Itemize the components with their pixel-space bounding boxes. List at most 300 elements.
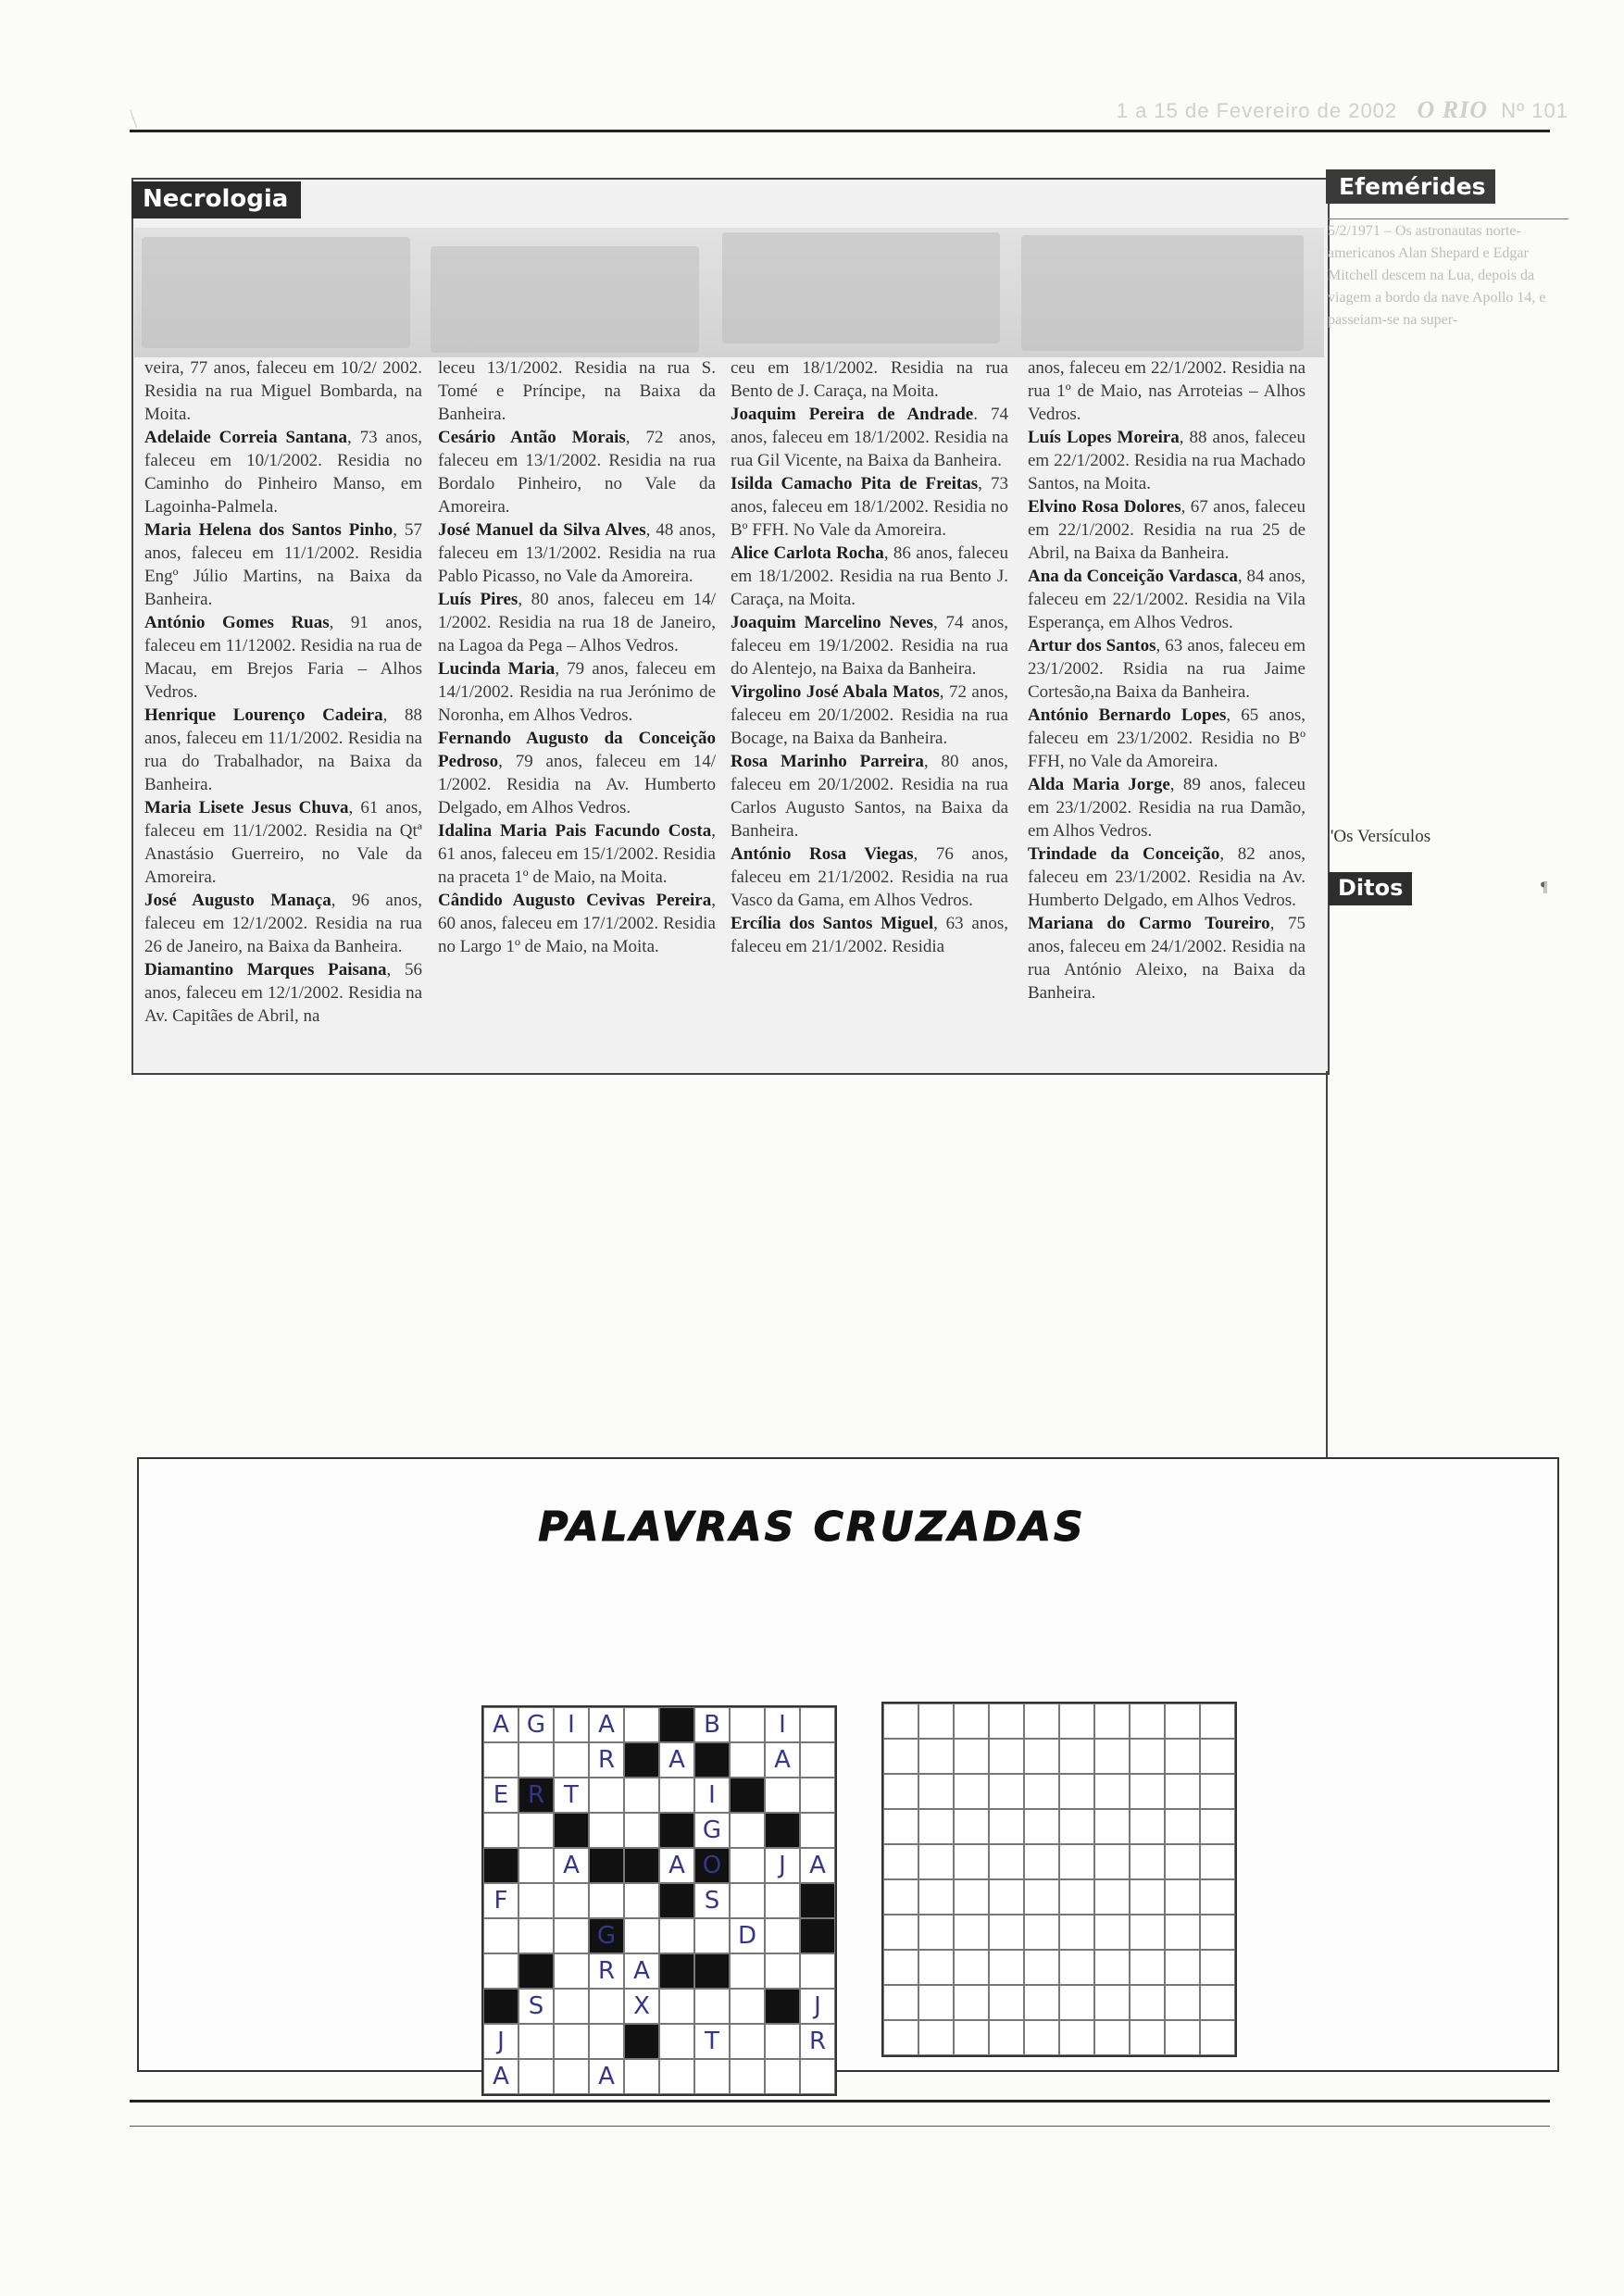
- crossword-cell: [954, 1950, 989, 1985]
- crossword-cell: [624, 1989, 659, 2024]
- right-column-border: [1326, 1071, 1328, 1460]
- obituary-text: , 82 anos, faleceu em 23/1/2002. Residia na Av. Humberto Delgado, em Alhos Vedros.: [1028, 844, 1305, 910]
- crossword-cell: [589, 2059, 624, 2094]
- crossword-cell: [694, 2059, 730, 2094]
- crossword-cell: [1059, 1703, 1094, 1739]
- handwritten-letter: A: [563, 1852, 580, 1879]
- obituary-entry: [144, 889, 422, 958]
- obituary-name: António Rosa Viegas: [731, 844, 914, 864]
- crossword-cell: [518, 1742, 554, 1778]
- crossword-cell: [1130, 1844, 1165, 1879]
- crossword-cell: [1094, 1985, 1130, 2020]
- obituary-name: Ercília dos Santos Miguel: [731, 914, 934, 933]
- necrologia-faded-top: [134, 228, 1324, 357]
- obituary-entry: [731, 912, 1008, 958]
- crossword-cell: [989, 1950, 1024, 1985]
- crossword-cell: [800, 2024, 835, 2059]
- obituary-entry: [144, 796, 422, 889]
- crossword-cell: [1165, 1809, 1200, 1844]
- crossword-cell: [765, 1918, 800, 1953]
- crossword-cell: [1200, 1774, 1235, 1809]
- handwritten-letter: A: [493, 1711, 509, 1739]
- crossword-cell: [1200, 1739, 1235, 1774]
- obituary-text: , 72 anos, faleceu em 20/1/2002. Residia na rua Bocage, na Baixa da Banheira.: [731, 682, 1009, 748]
- crossword-black-cell: [589, 1848, 624, 1883]
- crossword-black-cell: [624, 1848, 659, 1883]
- crossword-black-cell: [589, 1918, 624, 1953]
- crossword-cell: [1200, 1950, 1235, 1985]
- obituary-entry: [1028, 773, 1305, 842]
- crossword-cell: [483, 1778, 518, 1813]
- obituary-entry: [438, 727, 716, 819]
- crossword-cell: [989, 1703, 1024, 1739]
- crossword-cell: [730, 1953, 765, 1989]
- crossword-cell: [918, 2020, 954, 2055]
- crossword-cell: [918, 1985, 954, 2020]
- crossword-cell: [1130, 1739, 1165, 1774]
- obituary-entry: [731, 356, 1008, 403]
- crossword-cell: [589, 1707, 624, 1742]
- crossword-cell: [1200, 1915, 1235, 1950]
- crossword-cell: [694, 1707, 730, 1742]
- crossword-cell: [589, 1953, 624, 1989]
- crossword-black-cell: [694, 1953, 730, 1989]
- obituary-text: , 72 anos, faleceu em 13/1/2002. Residia na rua Bordalo Pinheiro, no Vale da Amoreira.: [438, 428, 716, 517]
- crossword-black-cell: [554, 1813, 589, 1848]
- crossword-cell: [518, 1883, 554, 1918]
- crossword-cell: [730, 1883, 765, 1918]
- crossword-cell: [883, 1844, 918, 1879]
- handwritten-letter: A: [668, 1852, 685, 1879]
- crossword-cell: [483, 1883, 518, 1918]
- crossword-cell: [518, 1848, 554, 1883]
- crossword-cell: [554, 2059, 589, 2094]
- crossword-cell: [694, 1918, 730, 1953]
- crossword-cell: [730, 1989, 765, 2024]
- obituary-name: Ana da Conceição Vardasca: [1028, 567, 1238, 586]
- crossword-cell: [1059, 2020, 1094, 2055]
- crossword-cell: [883, 1879, 918, 1915]
- necrologia-column-2: [438, 356, 716, 958]
- crossword-cell: [800, 1778, 835, 1813]
- obituary-text: veira, 77 anos, faleceu em 10/2/ 2002. Residia na rua Miguel Bombarda, na Moita.: [144, 358, 422, 424]
- crossword-cell: [1130, 1915, 1165, 1950]
- obituary-text: , 80 anos, faleceu em 20/1/2002. Residia na rua Carlos Augusto Santos, na Baixa da Banheira.: [731, 752, 1008, 841]
- crossword-cell: [765, 1883, 800, 1918]
- header-logo: O RIO: [1417, 96, 1489, 123]
- crossword-cell: [883, 1950, 918, 1985]
- footer-rule-bottom: [130, 2126, 1550, 2127]
- crossword-grid-blank: [881, 1702, 1237, 2057]
- crossword-cell: [918, 1739, 954, 1774]
- crossword-black-cell: [694, 1742, 730, 1778]
- handwritten-letter: G: [596, 1922, 617, 1950]
- obituary-entry: [144, 518, 422, 611]
- obituary-text: , 79 anos, faleceu em 14/1/2002. Residia na rua Jerónimo de Noronha, em Alhos Vedros.: [438, 659, 716, 725]
- crossword-cell: [1059, 1844, 1094, 1879]
- obituary-text: , 86 anos, faleceu em 18/1/2002. Residia na rua Bento J. Caraça, na Moita.: [731, 543, 1008, 609]
- crossword-cell: [554, 1883, 589, 1918]
- crossword-cell: [1165, 1985, 1200, 2020]
- obituary-name: Rosa Marinho Parreira: [731, 752, 924, 771]
- obituary-entry: [144, 958, 422, 1028]
- crossword-cell: [1165, 1703, 1200, 1739]
- handwritten-letter: I: [568, 1711, 575, 1739]
- crossword-cell: [554, 1742, 589, 1778]
- crossword-cell: [483, 1953, 518, 1989]
- handwritten-letter: O: [702, 1852, 722, 1879]
- crossword-cell: [918, 1774, 954, 1809]
- crossword-cell: [765, 1742, 800, 1778]
- crossword-cell: [1165, 1915, 1200, 1950]
- crossword-cell: [800, 1813, 835, 1848]
- obituary-text: , 89 anos, faleceu em 23/1/2002. Residia na rua Damão, em Alhos Vedros.: [1028, 775, 1305, 841]
- obituary-text: , 75 anos, faleceu em 24/1/2002. Residia na rua António Aleixo, na Baixa da Banheira.: [1028, 914, 1305, 1003]
- obituary-entry: [1028, 565, 1305, 634]
- handwritten-letter: R: [808, 2028, 827, 2055]
- crossword-cell: [883, 2020, 918, 2055]
- handwritten-letter: B: [704, 1711, 720, 1739]
- obituary-text: leceu 13/1/2002. Residia na rua S. Tomé e Príncipe, na Baixa da Banheira.: [438, 358, 716, 424]
- handwritten-letter: A: [774, 1746, 791, 1774]
- crossword-black-cell: [518, 1953, 554, 1989]
- crossword-cell: [954, 1879, 989, 1915]
- obituary-entry: [1028, 356, 1305, 426]
- crossword-cell: [1024, 2020, 1059, 2055]
- handwritten-letter: G: [702, 1816, 722, 1844]
- crossword-cell: [589, 1989, 624, 2024]
- obituary-name: Alda Maria Jorge: [1028, 775, 1170, 794]
- obituary-text: , 61 anos, faleceu em 15/1/2002. Residia na praceta 1º de Maio, na Moita.: [438, 821, 716, 887]
- obituary-name: José Manuel da Silva Alves: [438, 520, 646, 540]
- crossword-cell: [1200, 1703, 1235, 1739]
- necrologia-column-4: [1028, 356, 1305, 1004]
- crossword-cell: [989, 2020, 1024, 2055]
- obituary-name: Henrique Lourenço Cadeira: [144, 705, 383, 725]
- obituary-text: , 61 anos, faleceu em 11/1/2002. Residia na Qtª Anastásio Guerreiro, no Vale da Amoreira.: [144, 798, 423, 887]
- crossword-cell: [659, 1918, 694, 1953]
- crossword-cell: [989, 1985, 1024, 2020]
- crossword-cell: [1130, 1985, 1165, 2020]
- crossword-cell: [589, 1742, 624, 1778]
- crossword-cell: [1200, 1809, 1235, 1844]
- crossword-cell: [483, 2024, 518, 2059]
- crossword-cell: [624, 1707, 659, 1742]
- crossword-cell: [1059, 1739, 1094, 1774]
- crossword-cell: [954, 1739, 989, 1774]
- obituary-name: Artur dos Santos: [1028, 636, 1156, 655]
- crossword-cell: [918, 1915, 954, 1950]
- handwritten-letter: J: [497, 2028, 505, 2055]
- crossword-cell: [659, 1848, 694, 1883]
- crossword-cell: [730, 1742, 765, 1778]
- obituary-text: , 91 anos, faleceu em 11/12002. Residia na rua de Macau, em Brejos Faria – Alhos Vedros.: [144, 613, 422, 702]
- crossword-cell: [518, 1707, 554, 1742]
- crossword-cell: [800, 1953, 835, 1989]
- crossword-cell: [624, 1778, 659, 1813]
- crossword-cell: [1094, 1739, 1130, 1774]
- crossword-black-cell: [624, 2024, 659, 2059]
- crossword-cell: [554, 2024, 589, 2059]
- versiculos-label: 'Os Versículos: [1330, 827, 1431, 846]
- crossword-black-cell: [765, 1989, 800, 2024]
- crossword-cell: [659, 1989, 694, 2024]
- obituary-text: , 65 anos, faleceu em 23/1/2002. Residia no Bº FFH, no Vale da Amoreira.: [1028, 705, 1305, 771]
- obituary-name: Maria Lisete Jesus Chuva: [144, 798, 349, 817]
- crossword-cell: [483, 1707, 518, 1742]
- obituary-name: Virgolino José Abala Matos: [731, 682, 940, 702]
- obituary-name: Cândido Augusto Cevivas Pereira: [438, 891, 712, 910]
- obituary-entry: [1028, 426, 1305, 495]
- crossword-cell: [1024, 1844, 1059, 1879]
- crossword-cell: [954, 1809, 989, 1844]
- crossword-cell: [1165, 1774, 1200, 1809]
- crossword-cell: [883, 1774, 918, 1809]
- crossword-cell: [800, 1742, 835, 1778]
- crossword-cell: [800, 1848, 835, 1883]
- crossword-cell: [1200, 2020, 1235, 2055]
- handwritten-letter: A: [598, 1711, 615, 1739]
- crossword-cell: [554, 1778, 589, 1813]
- necrologia-column-3: [731, 356, 1008, 958]
- crossword-cell: [883, 1915, 918, 1950]
- crossword-cell: [1165, 1879, 1200, 1915]
- obituary-name: Maria Helena dos Santos Pinho: [144, 520, 394, 540]
- handwritten-letter: T: [705, 2028, 719, 2055]
- crossword-cell: [765, 1953, 800, 1989]
- crossword-cell: [1130, 1809, 1165, 1844]
- crossword-cell: [800, 2059, 835, 2094]
- crossword-cell: [1024, 1879, 1059, 1915]
- obituary-name: Lucinda Maria: [438, 659, 556, 679]
- handwritten-letter: E: [493, 1781, 509, 1809]
- crossword-black-cell: [483, 1848, 518, 1883]
- crossword-cell: [554, 1953, 589, 1989]
- obituary-entry: [438, 819, 716, 889]
- crossword-cell: [989, 1809, 1024, 1844]
- crossword-cell: [554, 1848, 589, 1883]
- crossword-cell: [694, 1989, 730, 2024]
- crossword-cell: [800, 1707, 835, 1742]
- crossword-cell: [954, 1985, 989, 2020]
- obituary-name: Mariana do Carmo Toureiro: [1028, 914, 1270, 933]
- obituary-text: , 96 anos, faleceu em 12/1/2002. Residia na rua 26 de Janeiro, na Baixa da Banheira.: [144, 891, 422, 956]
- crossword-cell: [1059, 1774, 1094, 1809]
- header-issue: Nº 101: [1501, 99, 1568, 122]
- crossword-cell: [1059, 1985, 1094, 2020]
- page-header: [1117, 96, 1568, 124]
- crossword-cell: [518, 1989, 554, 2024]
- obituary-entry: [438, 356, 716, 426]
- crossword-cell: [1200, 1879, 1235, 1915]
- obituary-name: António Gomes Ruas: [144, 613, 330, 632]
- obituary-entry: [731, 842, 1008, 912]
- crossword-black-cell: [483, 1989, 518, 2024]
- crossword-cell: [1094, 1809, 1130, 1844]
- handwritten-letter: J: [814, 1992, 821, 2020]
- crossword-cell: [483, 1813, 518, 1848]
- corner-scan-mark: \: [130, 104, 138, 134]
- crossword-cell: [694, 1813, 730, 1848]
- crossword-cell: [624, 1953, 659, 1989]
- crossword-cell: [1094, 1950, 1130, 1985]
- crossword-cell: [518, 1813, 554, 1848]
- obituary-text: anos, faleceu em 22/1/2002. Residia na rua 1º de Maio, nas Arroteias – Alhos Vedros.: [1028, 358, 1305, 424]
- crossword-cell: [589, 1778, 624, 1813]
- crossword-cell: [589, 1883, 624, 1918]
- handwritten-letter: D: [737, 1922, 757, 1950]
- crossword-cell: [765, 1848, 800, 1883]
- crossword-cell: [883, 1739, 918, 1774]
- obituary-name: Diamantino Marques Paisana: [144, 960, 387, 980]
- crossword-cell: [1200, 1844, 1235, 1879]
- crossword-cell: [483, 1742, 518, 1778]
- obituary-name: Trindade da Conceição: [1028, 844, 1220, 864]
- handwritten-letter: I: [708, 1781, 716, 1809]
- crossword-cell: [765, 2059, 800, 2094]
- crossword-black-cell: [800, 1883, 835, 1918]
- handwritten-letter: A: [598, 2063, 615, 2090]
- crossword-cell: [518, 2024, 554, 2059]
- obituary-text: , 88 anos, faleceu em 22/1/2002. Residia na rua Machado Santos, na Moita.: [1028, 428, 1305, 493]
- crossword-cell: [765, 2024, 800, 2059]
- crossword-cell: [1059, 1950, 1094, 1985]
- crossword-cell: [989, 1739, 1024, 1774]
- crossword-cell: [1024, 1739, 1059, 1774]
- crossword-cell: [518, 2059, 554, 2094]
- obituary-name: Luís Pires: [438, 590, 518, 609]
- obituary-name: Fernando Augusto da Conceição Pedroso: [438, 729, 716, 771]
- crossword-cell: [624, 1918, 659, 1953]
- ditos-title: Ditos: [1329, 872, 1412, 905]
- crossword-cell: [954, 1703, 989, 1739]
- crossword-cell: [989, 1879, 1024, 1915]
- efemerides-divider: [1328, 218, 1568, 219]
- crossword-cell: [1059, 1879, 1094, 1915]
- obituary-name: José Augusto Manaça: [144, 891, 331, 910]
- crossword-cell: [694, 2024, 730, 2059]
- obituary-entry: [731, 542, 1008, 611]
- handwritten-letter: A: [493, 2063, 509, 2090]
- obituary-name: Adelaide Correia Santana: [144, 428, 347, 447]
- obituary-name: Idalina Maria Pais Facundo Costa: [438, 821, 712, 841]
- crossword-cell: [1130, 1703, 1165, 1739]
- obituary-entry: [438, 657, 716, 727]
- necrologia-title: Necrologia: [131, 181, 301, 218]
- crossword-cell: [624, 1883, 659, 1918]
- crossword-cell: [518, 1918, 554, 1953]
- handwritten-letter: F: [493, 1887, 508, 1915]
- obituary-entry: [731, 472, 1008, 542]
- obituary-name: Cesário Antão Morais: [438, 428, 626, 447]
- obituary-text: , 76 anos, faleceu em 21/1/2002. Residia na rua Vasco da Gama, em Alhos Vedros.: [731, 844, 1008, 910]
- obituary-text: , 80 anos, faleceu em 14/ 1/2002. Residia na rua 18 de Janeiro, na Lagoa da Pega – Alhos Vedros.: [438, 590, 717, 655]
- crossword-black-cell: [659, 1707, 694, 1742]
- crossword-cell: [589, 2024, 624, 2059]
- crossword-cell: [483, 1918, 518, 1953]
- obituary-text: , 57 anos, faleceu em 11/1/2002. Residia Engº Júlio Martins, na Baixa da Banheira.: [144, 520, 422, 609]
- obituary-text: , 73 anos, faleceu em 18/1/2002. Residia no Bº FFH. No Vale da Amoreira.: [731, 474, 1008, 540]
- crossword-cell: [1165, 1844, 1200, 1879]
- crossword-cell: [659, 1742, 694, 1778]
- crossword-cell: [1130, 2020, 1165, 2055]
- handwritten-letter: T: [564, 1781, 579, 1809]
- crossword-cell: [989, 1844, 1024, 1879]
- crossword-cell: [659, 1778, 694, 1813]
- crossword-cell: [954, 1774, 989, 1809]
- crossword-cell: [954, 1844, 989, 1879]
- obituary-text: , 74 anos, faleceu em 19/1/2002. Residia na rua do Alentejo, na Baixa da Banheira.: [731, 613, 1008, 679]
- crossword-cell: [730, 1848, 765, 1883]
- crossword-cell: [883, 1703, 918, 1739]
- handwritten-letter: X: [633, 1992, 650, 2020]
- handwritten-letter: J: [779, 1852, 786, 1879]
- crossword-cell: [730, 1918, 765, 1953]
- crossword-cell: [954, 1915, 989, 1950]
- crossword-cell: [624, 2059, 659, 2094]
- obituary-entry: [731, 611, 1008, 680]
- crossword-cell: [1130, 1950, 1165, 1985]
- crossword-cell: [554, 1989, 589, 2024]
- crossword-cell: [1024, 1703, 1059, 1739]
- handwritten-letter: I: [779, 1711, 786, 1739]
- crossword-grid-filled: [481, 1705, 837, 2096]
- crossword-cell: [1024, 1915, 1059, 1950]
- crossword-cell: [659, 2024, 694, 2059]
- necrologia-column-1: [144, 356, 422, 1028]
- obituary-entry: [1028, 634, 1305, 704]
- crossword-cell: [659, 2059, 694, 2094]
- crossword-cell: [1094, 1879, 1130, 1915]
- obituary-entry: [438, 426, 716, 518]
- obituary-name: Alice Carlota Rocha: [731, 543, 884, 563]
- handwritten-letter: R: [597, 1746, 616, 1774]
- obituary-text: . 74 anos, faleceu em 18/1/2002. Residia na rua Gil Vicente, na Baixa da Banheira.: [731, 405, 1008, 470]
- obituary-name: António Bernardo Lopes: [1028, 705, 1227, 725]
- obituary-name: Isilda Camacho Pita de Freitas: [731, 474, 979, 493]
- obituary-text: , 84 anos, faleceu em 22/1/2002. Residia na Vila Esperança, em Alhos Vedros.: [1028, 567, 1305, 632]
- crossword-cell: [989, 1774, 1024, 1809]
- crossword-cell: [1130, 1879, 1165, 1915]
- obituary-name: Joaquim Pereira de Andrade: [731, 405, 974, 424]
- obituary-entry: [438, 588, 716, 657]
- crossword-black-cell: [659, 1953, 694, 1989]
- crossword-black-cell: [730, 1778, 765, 1813]
- obituary-entry: [1028, 912, 1305, 1004]
- obituary-entry: [438, 518, 716, 588]
- obituary-text: , 63 anos, faleceu em 21/1/2002. Residia: [731, 914, 1008, 956]
- crossword-cell: [1130, 1774, 1165, 1809]
- crossword-cell: [954, 2020, 989, 2055]
- obituary-text: , 67 anos, faleceu em 22/1/2002. Residia na rua 25 de Abril, na Baixa da Banheira.: [1028, 497, 1305, 563]
- handwritten-letter: S: [528, 1992, 544, 2020]
- crossword-cell: [1024, 1950, 1059, 1985]
- header-rule: [130, 130, 1550, 132]
- crossword-cell: [730, 1707, 765, 1742]
- crossword-cell: [554, 1707, 589, 1742]
- crossword-cell: [730, 2059, 765, 2094]
- crossword-cell: [554, 1918, 589, 1953]
- crossword-cell: [1094, 1844, 1130, 1879]
- obituary-entry: [144, 426, 422, 518]
- handwritten-letter: R: [597, 1957, 616, 1985]
- obituary-text: , 63 anos, faleceu em 23/1/2002. Rsidia na rua Jaime Cortesão,na Baixa da Banheira.: [1028, 636, 1305, 702]
- handwritten-letter: G: [526, 1711, 546, 1739]
- crossword-cell: [800, 1989, 835, 2024]
- crossword-cell: [1165, 1739, 1200, 1774]
- crossword-black-cell: [659, 1813, 694, 1848]
- crossword-title: PALAVRAS CRUZADAS: [538, 1504, 1086, 1551]
